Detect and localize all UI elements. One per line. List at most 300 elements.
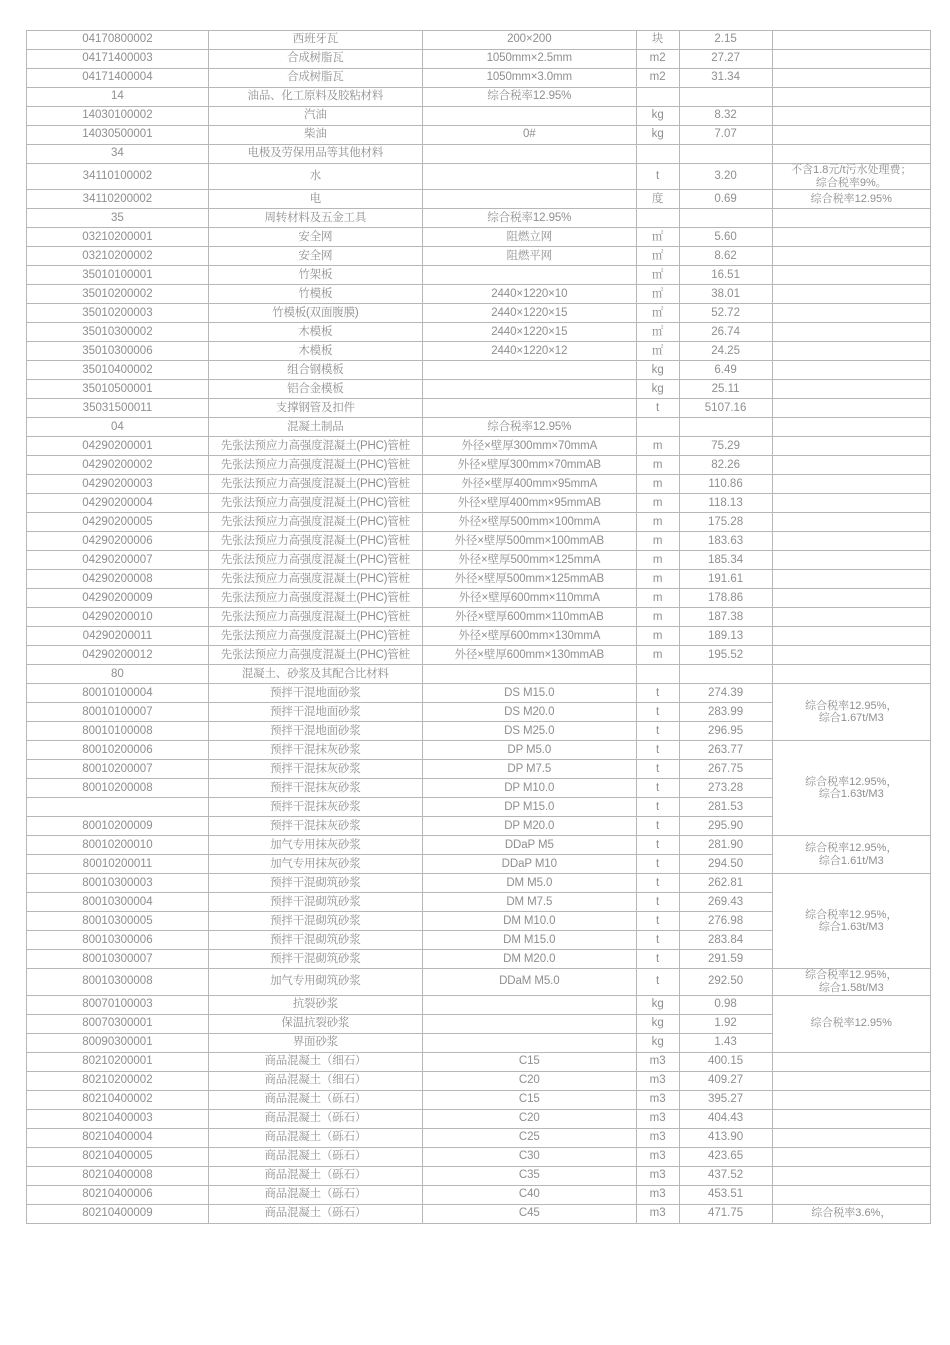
cell-note <box>772 380 930 399</box>
cell-material-name: 抗裂砂浆 <box>208 995 422 1014</box>
cell-unit: t <box>636 779 679 798</box>
cell-specification: 外径×壁厚500mm×125mmA <box>422 551 636 570</box>
cell-unit: t <box>636 912 679 931</box>
cell-unit-price: 1.92 <box>679 1014 772 1033</box>
cell-specification: DS M25.0 <box>422 722 636 741</box>
cell-unit-price: 395.27 <box>679 1090 772 1109</box>
cell-specification: C25 <box>422 1128 636 1147</box>
table-row <box>27 1204 931 1223</box>
cell-unit <box>636 209 679 228</box>
cell-unit-price: 82.26 <box>679 456 772 475</box>
cell-unit: ㎡ <box>636 304 679 323</box>
cell-material-code: 04290200001 <box>27 437 209 456</box>
cell-unit: ㎡ <box>636 342 679 361</box>
cell-material-code: 14 <box>27 88 209 107</box>
cell-specification: 外径×壁厚500mm×125mmAB <box>422 570 636 589</box>
cell-material-code: 80010300008 <box>27 969 209 995</box>
cell-note <box>772 88 930 107</box>
cell-material-name: 电极及劳保用品等其他材料 <box>208 145 422 164</box>
cell-unit: t <box>636 950 679 969</box>
cell-material-code: 80010300003 <box>27 874 209 893</box>
cell-unit-price: 25.11 <box>679 380 772 399</box>
cell-unit: t <box>636 893 679 912</box>
cell-unit: kg <box>636 1033 679 1052</box>
cell-specification: 外径×壁厚500mm×100mmAB <box>422 532 636 551</box>
cell-material-name: 西班牙瓦 <box>208 31 422 50</box>
cell-material-name: 预拌干混地面砂浆 <box>208 722 422 741</box>
cell-unit-price: 31.34 <box>679 69 772 88</box>
cell-note <box>772 1147 930 1166</box>
table-row <box>27 107 931 126</box>
cell-unit: t <box>636 722 679 741</box>
cell-material-code: 34110200002 <box>27 190 209 209</box>
cell-unit-price: 283.84 <box>679 931 772 950</box>
table-row <box>27 969 931 995</box>
cell-note <box>772 323 930 342</box>
table-row <box>27 247 931 266</box>
cell-specification: 外径×壁厚500mm×100mmA <box>422 513 636 532</box>
cell-unit: ㎡ <box>636 228 679 247</box>
cell-unit: t <box>636 164 679 190</box>
cell-unit: t <box>636 684 679 703</box>
cell-specification: DS M15.0 <box>422 684 636 703</box>
cell-unit: t <box>636 931 679 950</box>
cell-unit: t <box>636 874 679 893</box>
cell-material-name: 商品混凝土（细石） <box>208 1071 422 1090</box>
cell-material-name: 木模板 <box>208 342 422 361</box>
table-row <box>27 145 931 164</box>
cell-unit-price: 27.27 <box>679 50 772 69</box>
cell-material-code: 35010200003 <box>27 304 209 323</box>
cell-specification: 1050mm×2.5mm <box>422 50 636 69</box>
table-row <box>27 570 931 589</box>
cell-note <box>772 361 930 380</box>
cell-specification: C45 <box>422 1204 636 1223</box>
cell-material-name: 先张法预应力高强度混凝土(PHC)管桩 <box>208 494 422 513</box>
cell-unit: m <box>636 513 679 532</box>
cell-note <box>772 1071 930 1090</box>
cell-unit-price: 38.01 <box>679 285 772 304</box>
cell-unit-price: 471.75 <box>679 1204 772 1223</box>
cell-specification: 2440×1220×15 <box>422 304 636 323</box>
cell-unit: m <box>636 646 679 665</box>
cell-specification: 综合税率12.95% <box>422 88 636 107</box>
table-row <box>27 437 931 456</box>
cell-note <box>772 209 930 228</box>
cell-material-code: 80210200002 <box>27 1071 209 1090</box>
cell-unit: m <box>636 475 679 494</box>
cell-unit-price: 16.51 <box>679 266 772 285</box>
cell-material-name: 商品混凝土（砾石） <box>208 1166 422 1185</box>
table-row <box>27 608 931 627</box>
cell-specification: DP M15.0 <box>422 798 636 817</box>
cell-material-name: 先张法预应力高强度混凝土(PHC)管桩 <box>208 437 422 456</box>
cell-material-code: 80010300005 <box>27 912 209 931</box>
cell-unit: kg <box>636 126 679 145</box>
cell-material-name: 预拌干混砌筑砂浆 <box>208 950 422 969</box>
cell-material-name: 先张法预应力高强度混凝土(PHC)管桩 <box>208 456 422 475</box>
cell-material-name: 先张法预应力高强度混凝土(PHC)管桩 <box>208 551 422 570</box>
cell-unit-price: 274.39 <box>679 684 772 703</box>
cell-material-code: 80010200006 <box>27 741 209 760</box>
cell-material-code: 35010100001 <box>27 266 209 285</box>
cell-unit-price: 273.28 <box>679 779 772 798</box>
cell-specification: 外径×壁厚600mm×130mmA <box>422 627 636 646</box>
cell-material-name: 商品混凝土（细石） <box>208 1052 422 1071</box>
cell-unit: kg <box>636 361 679 380</box>
cell-material-name: 商品混凝土（砾石） <box>208 1204 422 1223</box>
cell-specification: C15 <box>422 1052 636 1071</box>
table-row <box>27 69 931 88</box>
cell-note <box>772 646 930 665</box>
table-row <box>27 1109 931 1128</box>
table-row <box>27 513 931 532</box>
cell-material-name: 混凝土制品 <box>208 418 422 437</box>
cell-note: 综合税率12.95% <box>772 190 930 209</box>
cell-material-code: 04290200008 <box>27 570 209 589</box>
table-row <box>27 399 931 418</box>
cell-unit-price: 5.60 <box>679 228 772 247</box>
cell-unit-price: 262.81 <box>679 874 772 893</box>
cell-unit-price: 178.86 <box>679 589 772 608</box>
cell-material-name: 安全网 <box>208 228 422 247</box>
cell-material-name: 保温抗裂砂浆 <box>208 1014 422 1033</box>
cell-specification <box>422 361 636 380</box>
cell-material-name: 竹模板 <box>208 285 422 304</box>
cell-note <box>772 285 930 304</box>
cell-unit-price: 0.98 <box>679 995 772 1014</box>
cell-material-name: 预拌干混抹灰砂浆 <box>208 817 422 836</box>
cell-unit: m <box>636 570 679 589</box>
cell-material-code: 80210200001 <box>27 1052 209 1071</box>
cell-material-code: 80010100008 <box>27 722 209 741</box>
cell-unit: m3 <box>636 1090 679 1109</box>
cell-unit: m <box>636 437 679 456</box>
cell-specification: 外径×壁厚600mm×110mmA <box>422 589 636 608</box>
cell-material-code: 80010100004 <box>27 684 209 703</box>
cell-note <box>772 50 930 69</box>
cell-material-code: 35 <box>27 209 209 228</box>
cell-note: 综合税率3.6%， <box>772 1204 930 1223</box>
cell-material-name: 预拌干混地面砂浆 <box>208 703 422 722</box>
cell-unit: t <box>636 836 679 855</box>
cell-note <box>772 1166 930 1185</box>
table-row <box>27 475 931 494</box>
cell-material-code: 14030500001 <box>27 126 209 145</box>
table-row <box>27 494 931 513</box>
cell-material-name: 周转材料及五金工具 <box>208 209 422 228</box>
cell-note <box>772 532 930 551</box>
cell-unit <box>636 665 679 684</box>
price-sheet <box>26 30 931 1224</box>
cell-specification: DDaP M5 <box>422 836 636 855</box>
cell-unit-price: 453.51 <box>679 1185 772 1204</box>
cell-note <box>772 69 930 88</box>
cell-material-code: 80210400009 <box>27 1204 209 1223</box>
cell-unit-price: 267.75 <box>679 760 772 779</box>
cell-note <box>772 228 930 247</box>
cell-specification: 综合税率12.95% <box>422 209 636 228</box>
cell-unit-price: 269.43 <box>679 893 772 912</box>
cell-unit-price: 175.28 <box>679 513 772 532</box>
cell-material-code: 80210400005 <box>27 1147 209 1166</box>
table-row <box>27 164 931 190</box>
cell-specification: C20 <box>422 1071 636 1090</box>
cell-specification <box>422 399 636 418</box>
cell-unit: t <box>636 760 679 779</box>
cell-material-name: 预拌干混地面砂浆 <box>208 684 422 703</box>
cell-unit-price: 2.15 <box>679 31 772 50</box>
cell-unit-price: 6.49 <box>679 361 772 380</box>
cell-material-code: 34 <box>27 145 209 164</box>
cell-material-name: 商品混凝土（砾石） <box>208 1090 422 1109</box>
table-row <box>27 874 931 893</box>
cell-specification: DM M10.0 <box>422 912 636 931</box>
table-row <box>27 995 931 1014</box>
cell-specification: 综合税率12.95% <box>422 418 636 437</box>
cell-material-code: 03210200002 <box>27 247 209 266</box>
cell-material-code: 80010200011 <box>27 855 209 874</box>
cell-material-code: 80010200007 <box>27 760 209 779</box>
cell-specification: C15 <box>422 1090 636 1109</box>
cell-specification: 2440×1220×10 <box>422 285 636 304</box>
table-row <box>27 1071 931 1090</box>
cell-material-code: 80 <box>27 665 209 684</box>
cell-unit-price: 191.61 <box>679 570 772 589</box>
table-row <box>27 228 931 247</box>
cell-unit-price: 8.62 <box>679 247 772 266</box>
cell-material-name: 合成树脂瓦 <box>208 50 422 69</box>
cell-material-name: 先张法预应力高强度混凝土(PHC)管桩 <box>208 589 422 608</box>
cell-specification: C20 <box>422 1109 636 1128</box>
cell-specification <box>422 1014 636 1033</box>
cell-material-name: 先张法预应力高强度混凝土(PHC)管桩 <box>208 532 422 551</box>
cell-material-code: 35010400002 <box>27 361 209 380</box>
cell-specification: DP M5.0 <box>422 741 636 760</box>
cell-material-name: 预拌干混抹灰砂浆 <box>208 760 422 779</box>
cell-material-code: 34110100002 <box>27 164 209 190</box>
table-row <box>27 1128 931 1147</box>
table-row <box>27 1052 931 1071</box>
table-row <box>27 266 931 285</box>
cell-unit: kg <box>636 107 679 126</box>
cell-unit: t <box>636 855 679 874</box>
cell-material-code: 03210200001 <box>27 228 209 247</box>
cell-unit: t <box>636 817 679 836</box>
cell-unit-price: 3.20 <box>679 164 772 190</box>
cell-material-code: 04290200002 <box>27 456 209 475</box>
cell-specification <box>422 665 636 684</box>
cell-specification: C30 <box>422 1147 636 1166</box>
cell-note: 综合税率12.95% <box>772 995 930 1052</box>
cell-material-name: 商品混凝土（砾石） <box>208 1128 422 1147</box>
cell-specification: DM M20.0 <box>422 950 636 969</box>
cell-material-name: 先张法预应力高强度混凝土(PHC)管桩 <box>208 513 422 532</box>
cell-note <box>772 589 930 608</box>
table-row <box>27 323 931 342</box>
cell-note: 综合税率12.95%， 综合1.63t/M3 <box>772 874 930 969</box>
cell-specification: 1050mm×3.0mm <box>422 69 636 88</box>
cell-unit-price <box>679 418 772 437</box>
table-row <box>27 285 931 304</box>
cell-unit-price: 263.77 <box>679 741 772 760</box>
cell-unit: m3 <box>636 1166 679 1185</box>
cell-material-name: 组合钢模板 <box>208 361 422 380</box>
cell-unit: m3 <box>636 1147 679 1166</box>
cell-note <box>772 247 930 266</box>
cell-specification: 0# <box>422 126 636 145</box>
cell-unit: m3 <box>636 1185 679 1204</box>
cell-specification: DM M7.5 <box>422 893 636 912</box>
table-row <box>27 304 931 323</box>
cell-unit-price: 400.15 <box>679 1052 772 1071</box>
cell-specification: 200×200 <box>422 31 636 50</box>
table-row <box>27 1090 931 1109</box>
cell-material-code: 80210400004 <box>27 1128 209 1147</box>
cell-unit <box>636 418 679 437</box>
cell-specification <box>422 266 636 285</box>
cell-specification <box>422 107 636 126</box>
cell-specification: 外径×壁厚400mm×95mmAB <box>422 494 636 513</box>
cell-unit: ㎡ <box>636 266 679 285</box>
table-row <box>27 342 931 361</box>
table-row <box>27 532 931 551</box>
table-row <box>27 31 931 50</box>
cell-material-code: 80210400002 <box>27 1090 209 1109</box>
cell-unit-price: 0.69 <box>679 190 772 209</box>
cell-unit: m3 <box>636 1204 679 1223</box>
table-row <box>27 551 931 570</box>
cell-specification: C35 <box>422 1166 636 1185</box>
table-row <box>27 209 931 228</box>
cell-note <box>772 145 930 164</box>
cell-material-name: 合成树脂瓦 <box>208 69 422 88</box>
cell-unit: ㎡ <box>636 247 679 266</box>
cell-material-name: 预拌干混抹灰砂浆 <box>208 779 422 798</box>
table-row <box>27 190 931 209</box>
cell-unit: m <box>636 551 679 570</box>
table-row <box>27 836 931 855</box>
table-body <box>27 31 931 1224</box>
cell-unit: m3 <box>636 1128 679 1147</box>
cell-material-code: 04290200009 <box>27 589 209 608</box>
cell-unit: m <box>636 608 679 627</box>
cell-specification: 2440×1220×15 <box>422 323 636 342</box>
cell-unit: t <box>636 969 679 995</box>
cell-material-name: 预拌干混砌筑砂浆 <box>208 893 422 912</box>
cell-unit: m <box>636 627 679 646</box>
cell-specification: 外径×壁厚300mm×70mmA <box>422 437 636 456</box>
cell-note <box>772 1052 930 1071</box>
cell-unit: ㎡ <box>636 323 679 342</box>
cell-material-code: 04290200007 <box>27 551 209 570</box>
cell-note <box>772 418 930 437</box>
cell-material-name: 柴油 <box>208 126 422 145</box>
table-row <box>27 646 931 665</box>
cell-unit: t <box>636 741 679 760</box>
table-row <box>27 684 931 703</box>
cell-unit <box>636 145 679 164</box>
cell-material-name: 加气专用砌筑砂浆 <box>208 969 422 995</box>
cell-unit-price: 281.90 <box>679 836 772 855</box>
cell-material-code: 80070300001 <box>27 1014 209 1033</box>
table-row <box>27 88 931 107</box>
cell-unit-price: 404.43 <box>679 1109 772 1128</box>
table-row <box>27 665 931 684</box>
cell-unit-price: 283.99 <box>679 703 772 722</box>
cell-note <box>772 456 930 475</box>
cell-specification <box>422 164 636 190</box>
cell-material-code: 04290200012 <box>27 646 209 665</box>
cell-unit-price: 437.52 <box>679 1166 772 1185</box>
cell-unit: 块 <box>636 31 679 50</box>
table-row <box>27 589 931 608</box>
cell-unit-price: 5107.16 <box>679 399 772 418</box>
cell-unit-price <box>679 665 772 684</box>
cell-unit-price: 423.65 <box>679 1147 772 1166</box>
cell-unit-price: 110.86 <box>679 475 772 494</box>
cell-unit: m3 <box>636 1109 679 1128</box>
table-row <box>27 50 931 69</box>
cell-material-name: 木模板 <box>208 323 422 342</box>
cell-material-code: 80010200010 <box>27 836 209 855</box>
cell-unit-price: 413.90 <box>679 1128 772 1147</box>
cell-material-code: 80010300006 <box>27 931 209 950</box>
cell-note: 综合税率12.95%， 综合1.58t/M3 <box>772 969 930 995</box>
cell-material-code: 35010300002 <box>27 323 209 342</box>
cell-specification: DM M5.0 <box>422 874 636 893</box>
cell-material-name: 预拌干混砌筑砂浆 <box>208 874 422 893</box>
cell-specification <box>422 380 636 399</box>
cell-material-code: 04290200010 <box>27 608 209 627</box>
cell-unit-price: 195.52 <box>679 646 772 665</box>
cell-material-code: 35010200002 <box>27 285 209 304</box>
cell-note <box>772 1128 930 1147</box>
cell-material-code: 80070100003 <box>27 995 209 1014</box>
cell-unit-price: 26.74 <box>679 323 772 342</box>
cell-unit: m <box>636 589 679 608</box>
cell-unit: t <box>636 798 679 817</box>
cell-unit: m <box>636 532 679 551</box>
cell-note <box>772 126 930 145</box>
cell-material-code: 35010300006 <box>27 342 209 361</box>
cell-material-code: 04290200006 <box>27 532 209 551</box>
table-row <box>27 1147 931 1166</box>
cell-unit-price: 24.25 <box>679 342 772 361</box>
cell-specification: 2440×1220×12 <box>422 342 636 361</box>
cell-specification: DDaM M5.0 <box>422 969 636 995</box>
cell-note: 不含1.8元/t污水处理费； 综合税率9%。 <box>772 164 930 190</box>
table-row <box>27 126 931 145</box>
cell-material-name: 混凝土、砂浆及其配合比材料 <box>208 665 422 684</box>
cell-unit: m3 <box>636 1071 679 1090</box>
cell-material-code: 04290200011 <box>27 627 209 646</box>
table-row <box>27 1166 931 1185</box>
cell-unit-price: 294.50 <box>679 855 772 874</box>
cell-material-code: 04290200004 <box>27 494 209 513</box>
cell-material-code: 04290200003 <box>27 475 209 494</box>
cell-note <box>772 551 930 570</box>
cell-material-name: 电 <box>208 190 422 209</box>
cell-note <box>772 475 930 494</box>
cell-material-name: 安全网 <box>208 247 422 266</box>
table-row <box>27 1185 931 1204</box>
cell-unit-price: 183.63 <box>679 532 772 551</box>
cell-unit-price: 292.50 <box>679 969 772 995</box>
table-row <box>27 627 931 646</box>
cell-specification: DP M10.0 <box>422 779 636 798</box>
cell-material-code: 80210400006 <box>27 1185 209 1204</box>
